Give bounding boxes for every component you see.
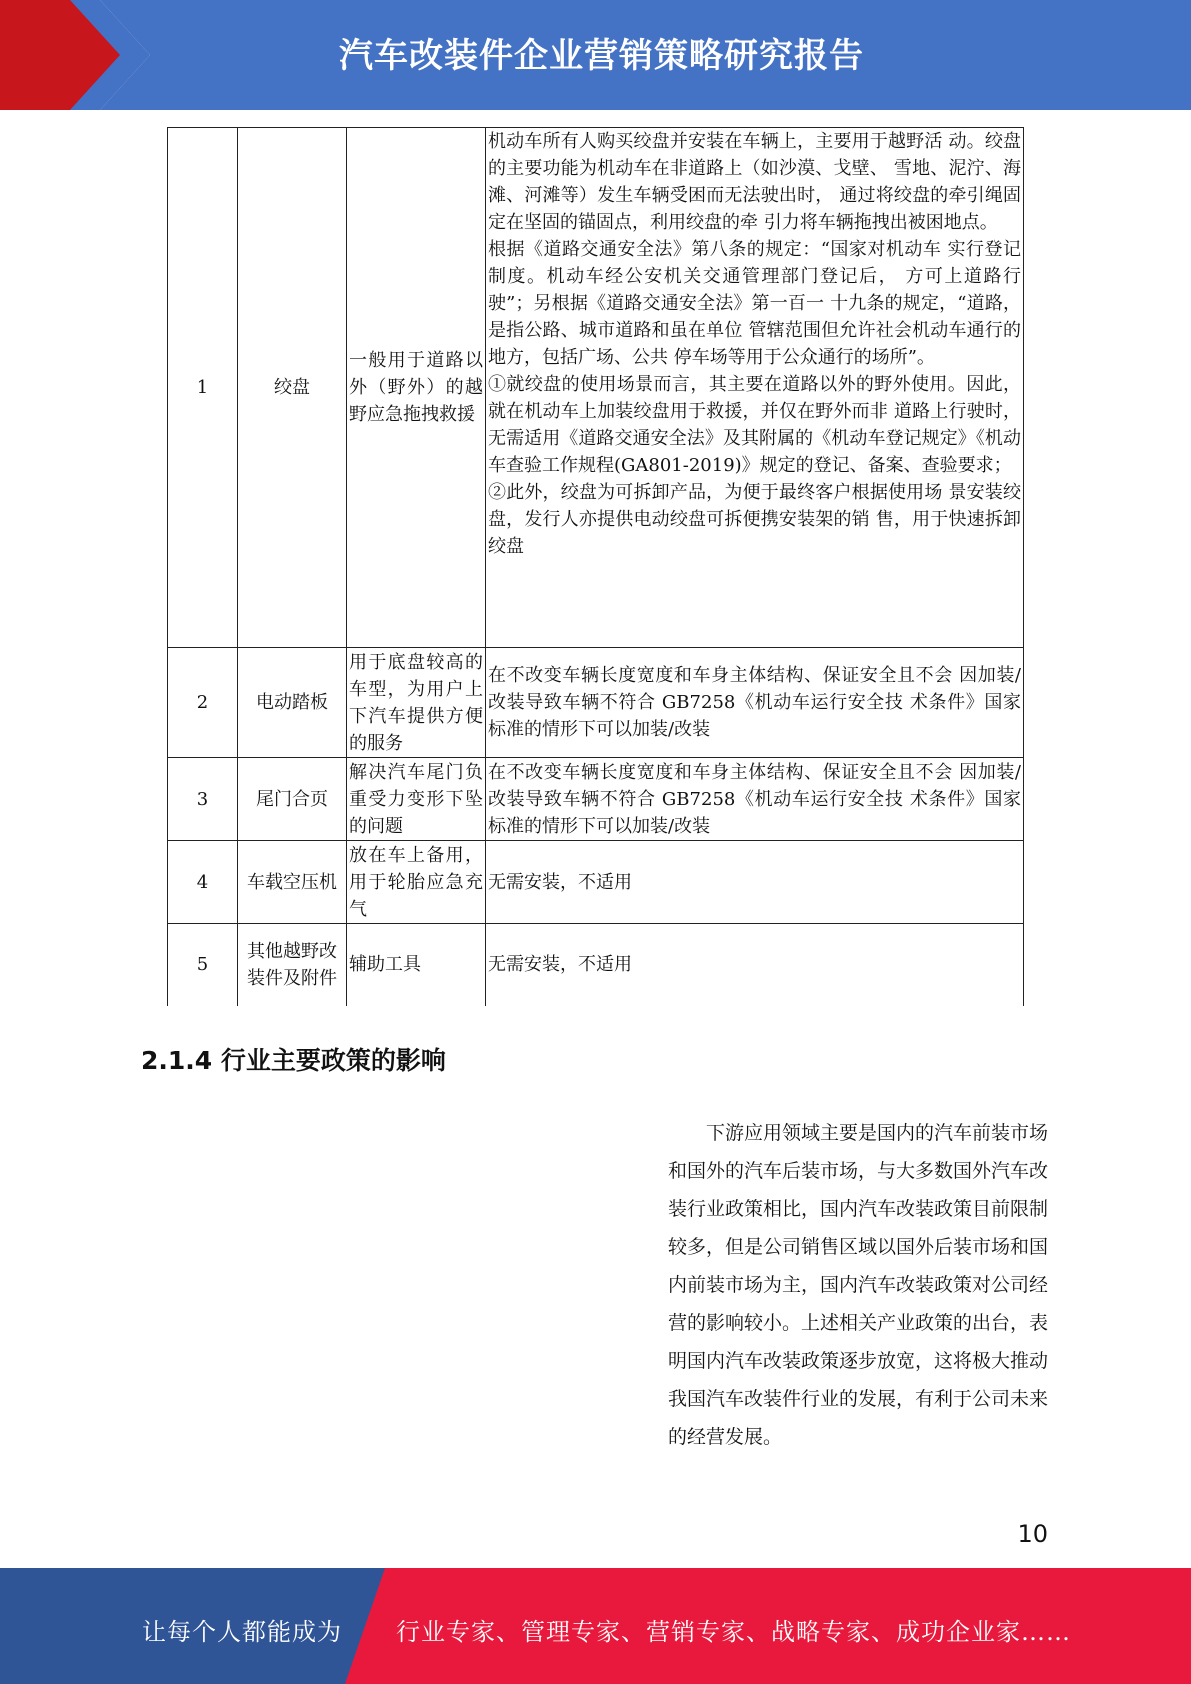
product-name: 绞盘 xyxy=(238,128,347,648)
note-paragraph: ②此外，绞盘为可拆卸产品，为便于最终客户根据使用场 景安装绞盘，发行人亦提供电动绞盘可拆便携安装架的销 售，用于快速拆卸绞盘 xyxy=(488,482,1021,557)
compliance-note xyxy=(486,128,1024,648)
footer-slogan-right: 行业专家、管理专家、营销专家、战略专家、成功企业家…… xyxy=(396,1618,1071,1646)
page-header xyxy=(0,0,1191,110)
section-heading: 2.1.4 行业主要政策的影响 xyxy=(141,1046,446,1075)
page-number: 10 xyxy=(1017,1520,1048,1548)
regulation-table-wrapper xyxy=(167,127,1024,1006)
note-paragraph: 在不改变车辆长度宽度和车身主体结构、保证安全且不会 因加装/改装导致车辆不符合 GB7258《机动车运行安全技 术条件》国家标准的情形下可以加装/改装 xyxy=(488,665,1021,740)
note-paragraph: ①就绞盘的使用场景而言，其主要在道路以外的野外使用。因此，就在机动车上加装绞盘用于救援，并仅在野外而非 道路上行驶时，无需适用《道路交通安全法》及其附属的《机动车登记规定》《机动车查验工作规程(GA801-2019)》规定的登记、备案、查验要求； xyxy=(488,374,1021,476)
body-paragraph: 下游应用领域主要是国内的汽车前装市场和国外的汽车后装市场，与大多数国外汽车改装行业政策相比，国内汽车改装政策目前限制较多，但是公司销售区域以国外后装市场和国内前装市场为主，国内汽车改装政策对公司经营的影响较小。上述相关产业政策的出台，表明国内汽车改装政策逐步放宽，这将极大推动我国汽车改装件行业的发展，有利于公司未来的经营发展。 xyxy=(668,1122,1049,1448)
page-footer xyxy=(0,1568,1191,1684)
note-paragraph: 机动车所有人购买绞盘并安装在车辆上，主要用于越野活 动。绞盘的主要功能为机动车在非道路上（如沙漠、戈壁、 雪地、泥泞、海滩、河滩等）发生车辆受困而无法驶出时， 通过将绞盘的牵引绳固定在坚固的锚固点，利用绞盘的牵 引力将车辆拖拽出被困地点。 xyxy=(488,131,1021,233)
product-use: 辅助工具 xyxy=(347,924,486,1006)
product-name: 尾门合页 xyxy=(238,758,347,841)
product-name: 车载空压机 xyxy=(238,841,347,924)
product-use: 一般用于道路以外（野外）的越野应急拖拽救援 xyxy=(347,128,486,648)
row-number: 3 xyxy=(168,758,238,841)
compliance-note xyxy=(486,924,1024,1006)
row-number: 4 xyxy=(168,841,238,924)
note-paragraph: 无需安装，不适用 xyxy=(488,954,632,976)
product-use: 放在车上备用，用于轮胎应急充气 xyxy=(347,841,486,924)
row-number: 1 xyxy=(168,128,238,648)
footer-slogan-left: 让每个人都能成为 xyxy=(142,1618,342,1646)
product-name: 电动踏板 xyxy=(238,648,347,758)
table-row xyxy=(168,841,1024,924)
table-row xyxy=(168,128,1024,648)
row-number: 5 xyxy=(168,924,238,1006)
note-paragraph: 无需安装，不适用 xyxy=(488,871,632,893)
report-title: 汽车改装件企业营销策略研究报告 xyxy=(339,36,864,76)
compliance-note xyxy=(486,758,1024,841)
table-row xyxy=(168,648,1024,758)
compliance-note xyxy=(486,648,1024,758)
regulation-table xyxy=(167,127,1024,1006)
note-paragraph: 在不改变车辆长度宽度和车身主体结构、保证安全且不会 因加装/改装导致车辆不符合 GB7258《机动车运行安全技 术条件》国家标准的情形下可以加装/改装 xyxy=(488,761,1021,837)
product-use: 解决汽车尾门负重受力变形下坠的问题 xyxy=(347,758,486,841)
compliance-note xyxy=(486,841,1024,924)
table-row xyxy=(168,758,1024,841)
product-use: 用于底盘较高的车型，为用户上下汽车提供方便的服务 xyxy=(347,648,486,758)
table-row xyxy=(168,924,1024,1006)
row-number: 2 xyxy=(168,648,238,758)
note-paragraph: 根据《道路交通安全法》第八条的规定：“国家对机动车 实行登记制度。机动车经公安机关交通管理部门登记后， 方可上道路行驶”；另根据《道路交通安全法》第一百一 十九条的规定，“道路，是指公路、城市道路和虽在单位 管辖范围但允许社会机动车通行的地方，包括广场、公共 停车场等用于公众通行的场所”。 xyxy=(488,239,1021,368)
product-name: 其他越野改装件及附件 xyxy=(238,924,347,1006)
